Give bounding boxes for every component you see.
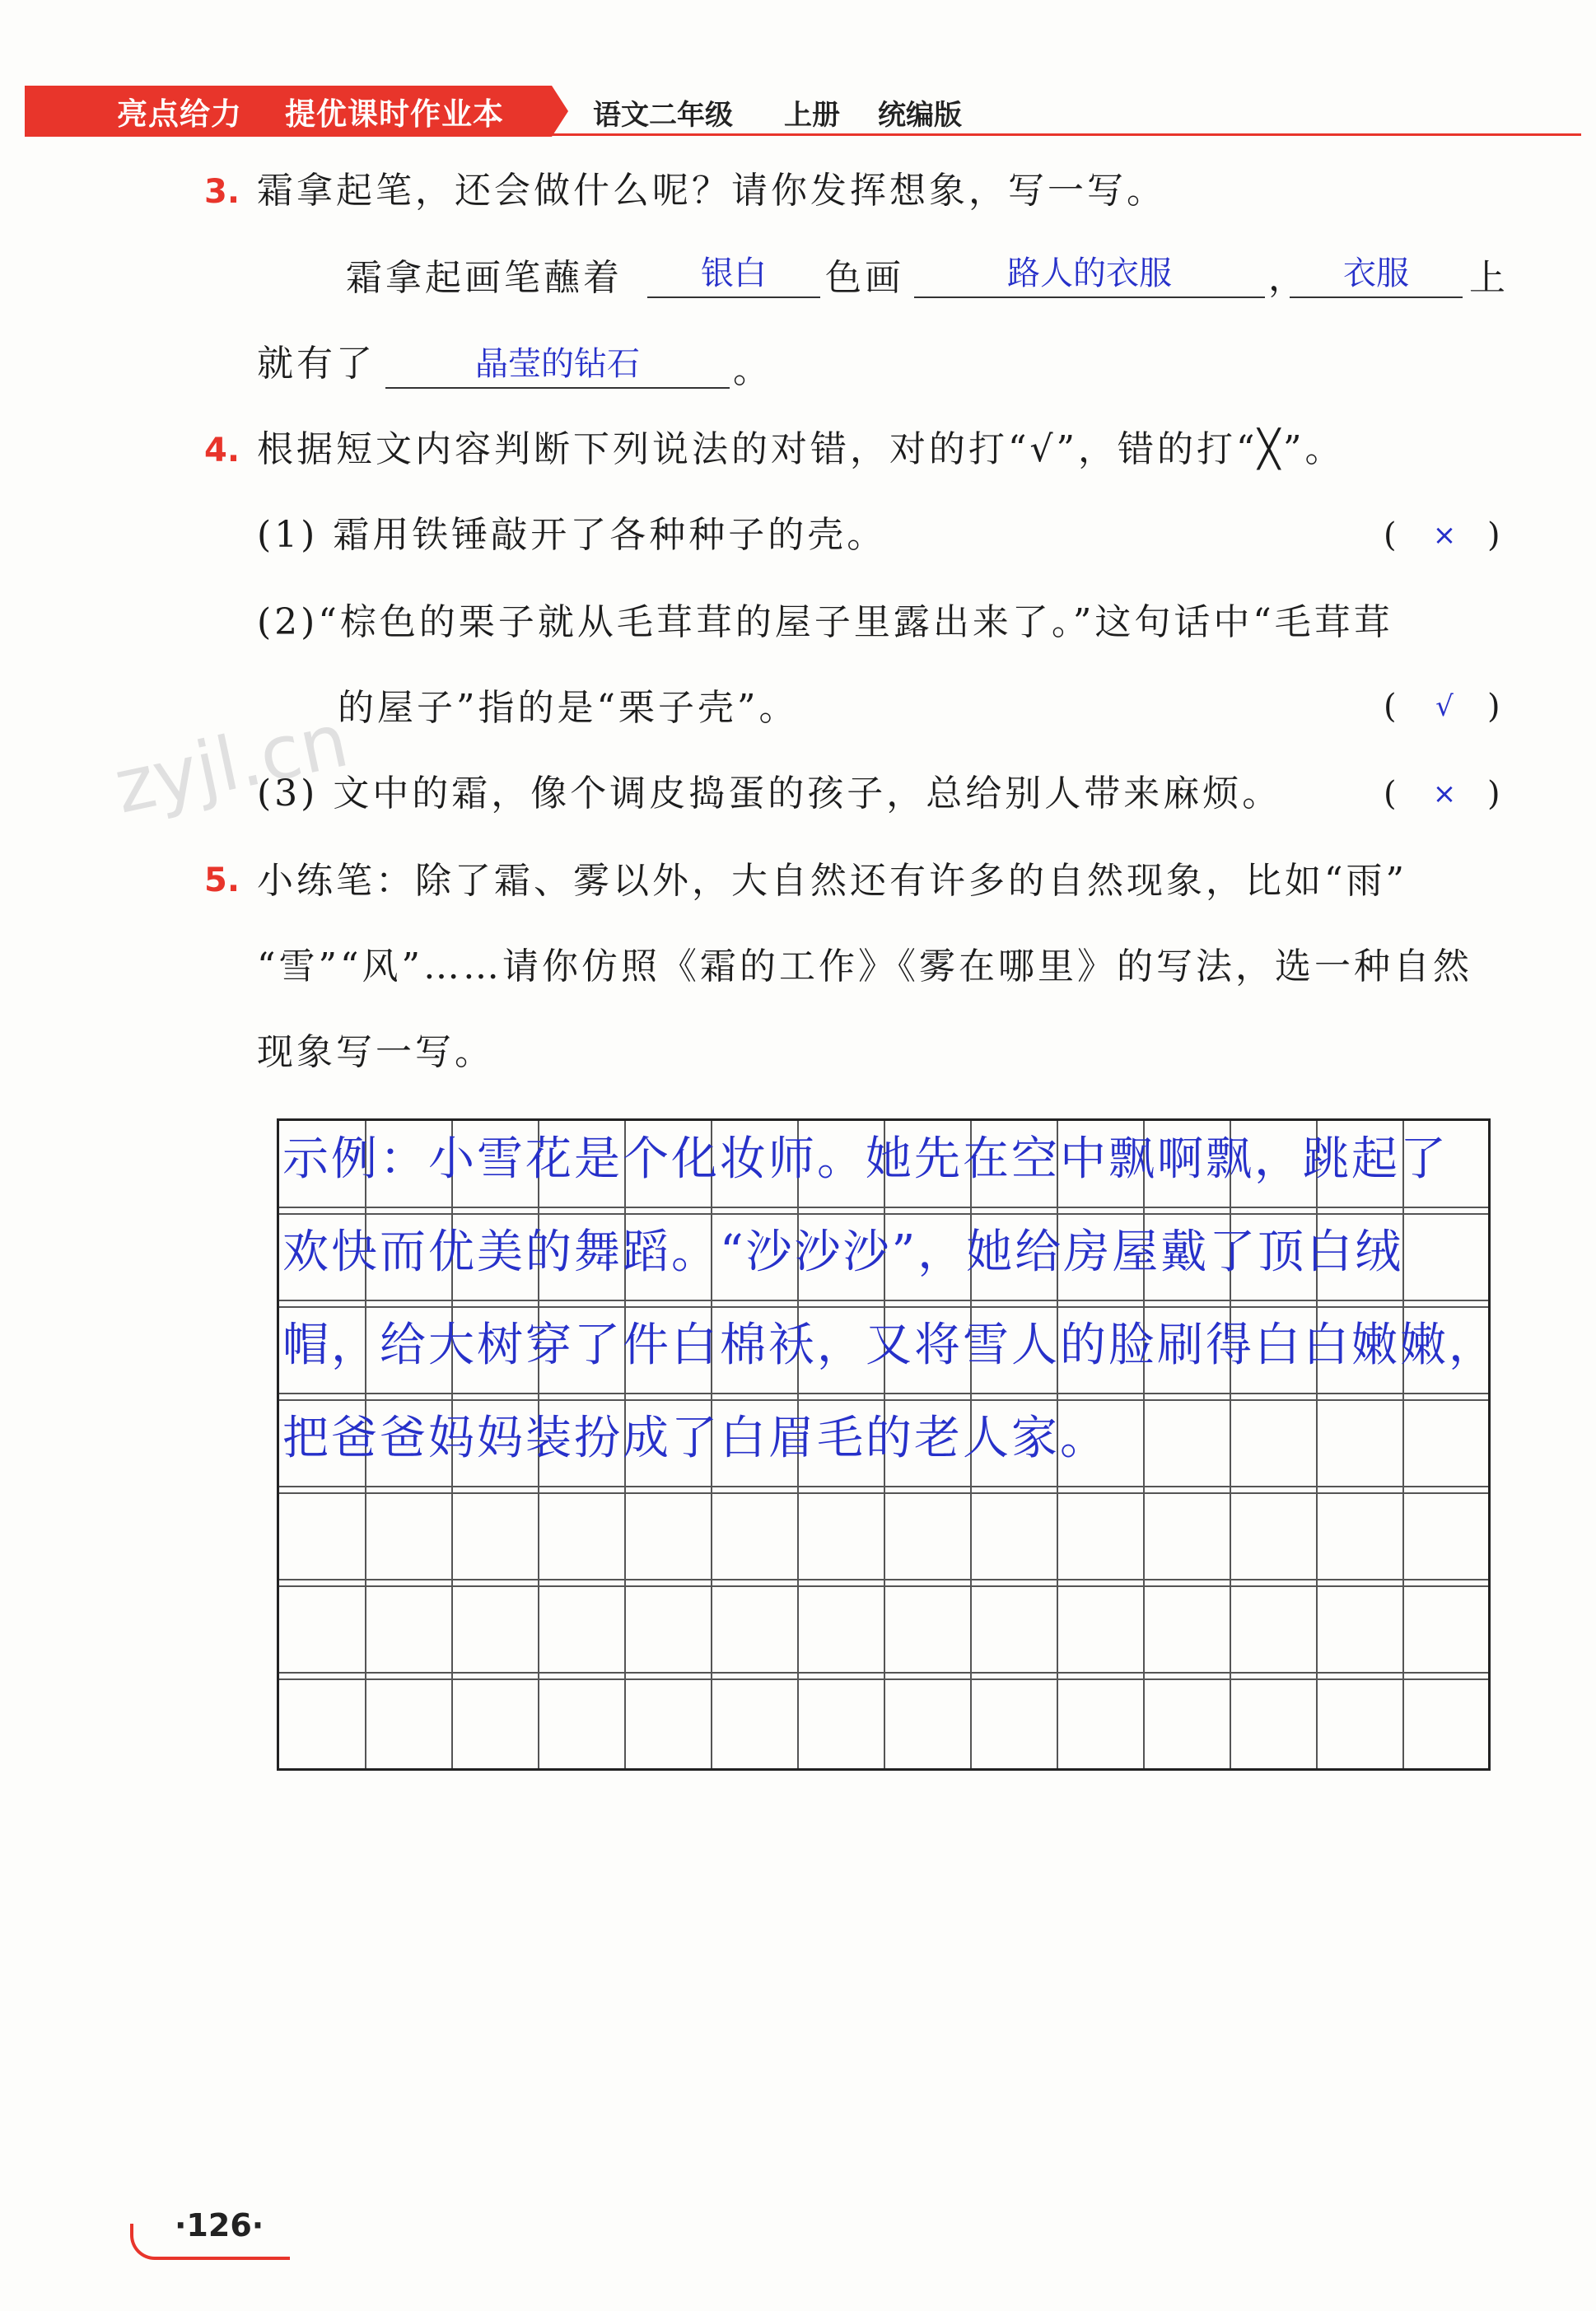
q3-line1-a: 霜拿起画笔蘸着 xyxy=(346,257,623,299)
q5-answer-line-3: 帽，给大树穿了件白棉袄，又将雪人的脸刷得白白嫩嫩， xyxy=(282,1319,1497,1372)
header-book-title: 提优课时作业本 xyxy=(285,96,504,132)
q5-answer-line-1: 示例：小雪花是个化妆师。她先在空中飘啊飘，跳起了 xyxy=(282,1132,1449,1186)
q4-item-2: (2)“棕色的栗子就从毛茸茸的屋子里露出来了。”这句话中“毛茸茸 xyxy=(257,601,1393,643)
q3-period: 。 xyxy=(733,349,772,391)
q3-blank-color[interactable]: 银白 xyxy=(647,250,820,298)
grid-col xyxy=(1230,1121,1231,1768)
q4-item-1-answer[interactable]: × xyxy=(1432,519,1457,552)
q3-blank-object[interactable]: 衣服 xyxy=(1290,250,1463,298)
q3-line1-b: 色画 xyxy=(825,257,904,299)
q4-item-3-paren-open: ( xyxy=(1384,775,1397,813)
grid-col xyxy=(1143,1121,1145,1768)
q5-line-2: “雪”“风”……请你仿照《霜的工作》《雾在哪里》的写法，选一种自然 xyxy=(257,945,1472,987)
header-edition: 统编版 xyxy=(878,99,962,132)
q4-number: 4. xyxy=(204,432,240,469)
header-brand: 亮点给力 xyxy=(117,96,242,132)
q3-comma: ， xyxy=(1268,257,1308,299)
q4-item-1-paren-close: ) xyxy=(1487,516,1500,554)
q5-number: 5. xyxy=(204,861,240,899)
q4-item-2-paren-open: ( xyxy=(1384,688,1397,726)
q4-item-2-answer[interactable]: √ xyxy=(1435,690,1454,723)
q5-line-1: 小练笔：除了霜、雾以外，大自然还有许多的自然现象，比如“雨” xyxy=(257,860,1407,902)
q5-line-3: 现象写一写。 xyxy=(257,1031,494,1073)
q4-item-1: (1) 霜用铁锤敲开了各种种子的壳。 xyxy=(257,514,887,556)
q3-number: 3. xyxy=(204,173,240,211)
watermark: zyjl.cn xyxy=(107,697,356,831)
header-subject: 语文二年级 xyxy=(593,99,733,132)
grid-col xyxy=(1316,1121,1318,1768)
q5-answer-line-4: 把爸爸妈妈装扮成了白眉毛的老人家。 xyxy=(282,1412,1108,1465)
q3-blank-result[interactable]: 晶莹的钻石 xyxy=(385,341,730,389)
page-number: ·126· xyxy=(175,2207,264,2243)
q5-answer-line-2: 欢快而优美的舞蹈。“沙沙沙”，她给房屋戴了顶白绒 xyxy=(282,1226,1404,1279)
q3-blank-target[interactable]: 路人的衣服 xyxy=(914,250,1265,298)
q3-line2-a: 就有了 xyxy=(257,343,376,385)
header-volume: 上册 xyxy=(784,99,840,132)
q3-prompt: 霜拿起笔，还会做什么呢？请你发挥想象，写一写。 xyxy=(257,170,1166,212)
q3-line1-c: 上 xyxy=(1469,257,1509,299)
q4-item-3-answer[interactable]: × xyxy=(1432,777,1457,810)
q4-item-3: (3) 文中的霜，像个调皮捣蛋的孩子，总给别人带来麻烦。 xyxy=(257,773,1282,815)
header-rule xyxy=(25,133,1581,136)
grid-col xyxy=(1402,1121,1404,1768)
q4-item-2-paren-close: ) xyxy=(1487,688,1500,726)
q4-item-3-paren-close: ) xyxy=(1487,775,1500,813)
q4-item-2-cont: 的屋子”指的是“栗子壳”。 xyxy=(338,687,799,729)
q4-item-1-paren-open: ( xyxy=(1384,516,1397,554)
q4-prompt: 根据短文内容判断下列说法的对错，对的打“√”，错的打“╳”。 xyxy=(257,428,1345,470)
